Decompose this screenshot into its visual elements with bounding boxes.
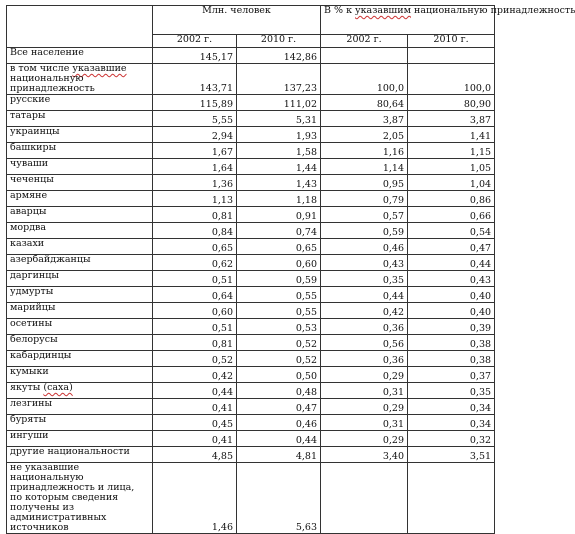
value-2010-million: 5,63 <box>237 462 321 533</box>
value-2010-million: 1,43 <box>237 174 321 190</box>
percent-2002: 2,05 <box>321 126 408 142</box>
value-2010-million: 0,74 <box>237 222 321 238</box>
percent-2002: 0,31 <box>321 382 408 398</box>
nationality-label: русские <box>7 94 153 110</box>
percent-2010: 1,05 <box>408 158 495 174</box>
percent-2010: 1,04 <box>408 174 495 190</box>
percent-2002: 0,42 <box>321 302 408 318</box>
nationality-label: ингуши <box>7 430 153 446</box>
table-row <box>7 158 495 174</box>
percent-2002: 3,40 <box>321 446 408 462</box>
nationality-label: белорусы <box>7 334 153 350</box>
value-2002-million: 143,71 <box>153 64 237 95</box>
value-2002-million: 2,94 <box>153 126 237 142</box>
value-2010-million: 0,59 <box>237 270 321 286</box>
percent-2002: 0,36 <box>321 318 408 334</box>
percent-2010: 0,34 <box>408 414 495 430</box>
nationality-label: украинцы <box>7 126 153 142</box>
table-row <box>7 126 495 142</box>
percent-2010: 0,40 <box>408 302 495 318</box>
value-2002-million: 0,81 <box>153 334 237 350</box>
percent-2002: 100,0 <box>321 64 408 95</box>
value-2002-million: 1,13 <box>153 190 237 206</box>
value-2010-million: 0,53 <box>237 318 321 334</box>
nationality-label: башкиры <box>7 142 153 158</box>
value-2010-million: 0,48 <box>237 382 321 398</box>
percent-2010: 100,0 <box>408 64 495 95</box>
value-2002-million: 115,89 <box>153 94 237 110</box>
value-2002-million: 0,81 <box>153 206 237 222</box>
nationality-label: якуты (саха) <box>7 382 153 398</box>
nationality-label: буряты <box>7 414 153 430</box>
value-2002-million: 1,36 <box>153 174 237 190</box>
value-2002-million: 1,46 <box>153 462 237 533</box>
table-row <box>7 382 495 398</box>
percent-2010: 0,38 <box>408 334 495 350</box>
value-2002-million: 0,44 <box>153 382 237 398</box>
nationality-label: чеченцы <box>7 174 153 190</box>
percent-2010: 0,66 <box>408 206 495 222</box>
percent-2002: 0,95 <box>321 174 408 190</box>
value-2002-million: 0,41 <box>153 430 237 446</box>
percent-2002 <box>321 462 408 533</box>
value-2002-million: 4,85 <box>153 446 237 462</box>
corner-header-cell <box>7 6 153 48</box>
table-row <box>7 270 495 286</box>
percent-2010: 0,34 <box>408 398 495 414</box>
value-2010-million: 142,86 <box>237 48 321 64</box>
value-2002-million: 0,65 <box>153 238 237 254</box>
nationality-label: удмурты <box>7 286 153 302</box>
percent-2002: 0,57 <box>321 206 408 222</box>
value-2010-million: 0,47 <box>237 398 321 414</box>
nationality-label: осетины <box>7 318 153 334</box>
table-row <box>7 254 495 270</box>
table-row <box>7 366 495 382</box>
table-body <box>7 48 495 534</box>
nationality-label: не указавшие национальную принадлежность и лица, по которым сведения получены из административных источников <box>7 462 153 533</box>
percent-2002: 0,29 <box>321 430 408 446</box>
percent-2010: 0,54 <box>408 222 495 238</box>
value-2010-million: 0,52 <box>237 350 321 366</box>
table-row <box>7 174 495 190</box>
header-year-2002-abs: 2002 г. <box>153 35 237 48</box>
value-2002-million: 0,45 <box>153 414 237 430</box>
percent-2010: 1,41 <box>408 126 495 142</box>
percent-2002: 0,31 <box>321 414 408 430</box>
table-row <box>7 64 495 95</box>
table-row <box>7 462 495 533</box>
nationality-label: в том числе указавшие национальную принадлежность <box>7 64 153 95</box>
value-2010-million: 0,52 <box>237 334 321 350</box>
percent-2010 <box>408 48 495 64</box>
percent-2010: 0,35 <box>408 382 495 398</box>
nationality-label: лезгины <box>7 398 153 414</box>
percent-2002: 0,44 <box>321 286 408 302</box>
percent-2010: 0,39 <box>408 318 495 334</box>
nationality-label: кумыки <box>7 366 153 382</box>
percent-2010: 3,51 <box>408 446 495 462</box>
percent-2010: 0,38 <box>408 350 495 366</box>
value-2010-million: 0,55 <box>237 302 321 318</box>
percent-2002: 0,35 <box>321 270 408 286</box>
percent-2010: 0,43 <box>408 270 495 286</box>
percent-2010: 0,37 <box>408 366 495 382</box>
table-row <box>7 398 495 414</box>
value-2002-million: 0,52 <box>153 350 237 366</box>
value-2010-million: 1,93 <box>237 126 321 142</box>
percent-2002: 0,79 <box>321 190 408 206</box>
nationality-label: чуваши <box>7 158 153 174</box>
value-2010-million: 111,02 <box>237 94 321 110</box>
table-row <box>7 206 495 222</box>
percent-2002: 80,64 <box>321 94 408 110</box>
value-2010-million: 1,44 <box>237 158 321 174</box>
value-2010-million: 0,44 <box>237 430 321 446</box>
value-2010-million: 0,55 <box>237 286 321 302</box>
value-2002-million: 0,42 <box>153 366 237 382</box>
percent-2002 <box>321 48 408 64</box>
table-row <box>7 48 495 64</box>
header-year-2010-pct: 2010 г. <box>408 35 495 48</box>
value-2010-million: 0,65 <box>237 238 321 254</box>
nationality-label: Все население <box>7 48 153 64</box>
value-2010-million: 1,18 <box>237 190 321 206</box>
header-year-2010-abs: 2010 г. <box>237 35 321 48</box>
table-row <box>7 302 495 318</box>
percent-2010: 1,15 <box>408 142 495 158</box>
nationality-label: другие национальности <box>7 446 153 462</box>
percent-2010: 0,47 <box>408 238 495 254</box>
table-row <box>7 222 495 238</box>
table-row <box>7 286 495 302</box>
value-2002-million: 1,64 <box>153 158 237 174</box>
percent-2002: 0,36 <box>321 350 408 366</box>
nationality-label: армяне <box>7 190 153 206</box>
percent-2010: 0,32 <box>408 430 495 446</box>
table-row <box>7 142 495 158</box>
nationality-label: марийцы <box>7 302 153 318</box>
percent-2002: 0,29 <box>321 366 408 382</box>
table-row <box>7 110 495 126</box>
percent-2010: 3,87 <box>408 110 495 126</box>
nationality-label: казахи <box>7 238 153 254</box>
value-2002-million: 0,51 <box>153 270 237 286</box>
population-table <box>6 5 575 534</box>
nationality-label: мордва <box>7 222 153 238</box>
percent-2010: 0,86 <box>408 190 495 206</box>
value-2010-million: 0,91 <box>237 206 321 222</box>
table-row <box>7 94 495 110</box>
value-2010-million: 4,81 <box>237 446 321 462</box>
percent-2010: 0,44 <box>408 254 495 270</box>
percent-2002: 0,46 <box>321 238 408 254</box>
percent-2010: 0,40 <box>408 286 495 302</box>
value-2010-million: 0,50 <box>237 366 321 382</box>
percent-2002: 3,87 <box>321 110 408 126</box>
nationality-label: азербайджанцы <box>7 254 153 270</box>
nationality-label: даргинцы <box>7 270 153 286</box>
nationality-label: кабардинцы <box>7 350 153 366</box>
table-row <box>7 238 495 254</box>
table-row <box>7 446 495 462</box>
percent-2010: 80,90 <box>408 94 495 110</box>
value-2010-million: 0,46 <box>237 414 321 430</box>
value-2002-million: 0,51 <box>153 318 237 334</box>
value-2010-million: 0,60 <box>237 254 321 270</box>
table-row <box>7 350 495 366</box>
value-2010-million: 137,23 <box>237 64 321 95</box>
table-row <box>7 190 495 206</box>
value-2002-million: 5,55 <box>153 110 237 126</box>
percent-2010 <box>408 462 495 533</box>
value-2002-million: 1,67 <box>153 142 237 158</box>
value-2002-million: 0,64 <box>153 286 237 302</box>
percent-2002: 0,43 <box>321 254 408 270</box>
table-row <box>7 414 495 430</box>
header-million-people: Млн. человек <box>153 6 321 35</box>
nationality-label: аварцы <box>7 206 153 222</box>
header-year-2002-pct: 2002 г. <box>321 35 408 48</box>
value-2002-million: 0,60 <box>153 302 237 318</box>
table-row <box>7 318 495 334</box>
value-2002-million: 0,84 <box>153 222 237 238</box>
value-2002-million: 0,62 <box>153 254 237 270</box>
percent-2002: 0,56 <box>321 334 408 350</box>
value-2010-million: 1,58 <box>237 142 321 158</box>
percent-2002: 0,29 <box>321 398 408 414</box>
value-2002-million: 145,17 <box>153 48 237 64</box>
percent-2002: 0,59 <box>321 222 408 238</box>
table-row <box>7 334 495 350</box>
value-2010-million: 5,31 <box>237 110 321 126</box>
nationality-label: татары <box>7 110 153 126</box>
percent-2002: 1,14 <box>321 158 408 174</box>
table-row <box>7 430 495 446</box>
header-percent-of-stated: В % к указавшим национальную принадлежность <box>321 6 495 35</box>
value-2002-million: 0,41 <box>153 398 237 414</box>
percent-2002: 1,16 <box>321 142 408 158</box>
